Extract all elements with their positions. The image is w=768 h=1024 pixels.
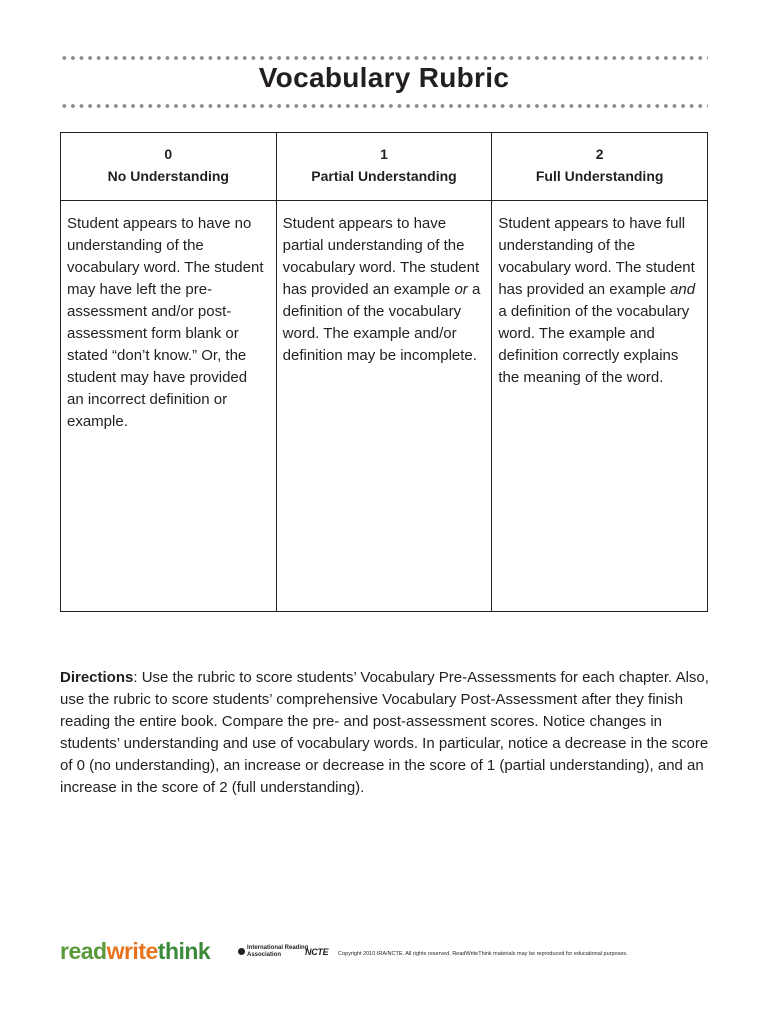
rubric-header-row: [61, 133, 708, 201]
dotted-rule-bottom: [60, 103, 708, 109]
directions-label: Directions: [60, 669, 134, 686]
footer: [60, 938, 710, 968]
logo-think: think: [157, 938, 211, 964]
dotted-rule-top: [60, 55, 708, 61]
ira-logo-text: International Reading Association: [247, 945, 309, 958]
description-text: Student appears to have no understanding of the vocabulary word. The student may have left the pre-assessment and/or post-assessment form blank or stated “don’t know.” Or, the student may have provided an incorrect definition or example.: [67, 215, 264, 430]
ira-mark-icon: [238, 948, 245, 955]
score-heading: Full Understanding: [535, 168, 664, 184]
page-title: Vocabulary Rubric: [258, 62, 510, 93]
rubric-description-2: [492, 201, 708, 612]
readwritethink-logo[interactable]: [60, 938, 210, 965]
rubric-header-1: [276, 133, 492, 201]
directions-text: : Use the rubric to score students’ Vocabulary Pre-Assessments for each chapter. Also, use the rubric to score students’ comprehensive Vocabulary Post-Assessment after they finish reading the entire book. Compare the pre- and post-assessment scores. Notice changes in students’ understanding and use of vocabulary words. In particular, notice a decrease in the score of 0 (no understanding), an increase or decrease in the score of 1 (partial understanding), and an increase in the score of 2 (full understanding).: [60, 669, 709, 796]
score-heading: No Understanding: [107, 168, 229, 184]
rubric-description-row: [61, 201, 708, 612]
score-label: 0: [164, 146, 173, 162]
rubric-description-1: [276, 201, 492, 612]
description-emphasis: or: [454, 281, 468, 298]
copyright-notice: Copyright 2010 IRA/NCTE. All rights reserved. ReadWriteThink materials may be reproduced for educational purposes.: [338, 951, 628, 957]
logo-read: read: [60, 938, 107, 964]
logo-write: write: [106, 938, 158, 964]
description-text: Student appears to have full understanding of the vocabulary word. The student has provided an example: [498, 215, 695, 298]
rubric-description-0: [61, 201, 277, 612]
description-text: a definition of the vocabulary word. The example and definition correctly explains the meaning of the word.: [498, 303, 690, 386]
score-label: 2: [595, 146, 604, 162]
rubric-header-2: [492, 133, 708, 201]
directions-paragraph: [60, 667, 716, 799]
ncte-logo: NCTE: [305, 947, 329, 957]
rubric-header-0: [61, 133, 277, 201]
score-label: 1: [380, 146, 388, 162]
description-emphasis: and: [670, 281, 696, 298]
description-text: Student appears to have partial understanding of the vocabulary word. The student has provided an example: [282, 215, 480, 298]
rubric-table: [60, 132, 708, 612]
score-heading: Partial Understanding: [311, 168, 457, 184]
description-text: a definition of the vocabulary word. The example and/or definition may be incomplete.: [282, 281, 481, 364]
